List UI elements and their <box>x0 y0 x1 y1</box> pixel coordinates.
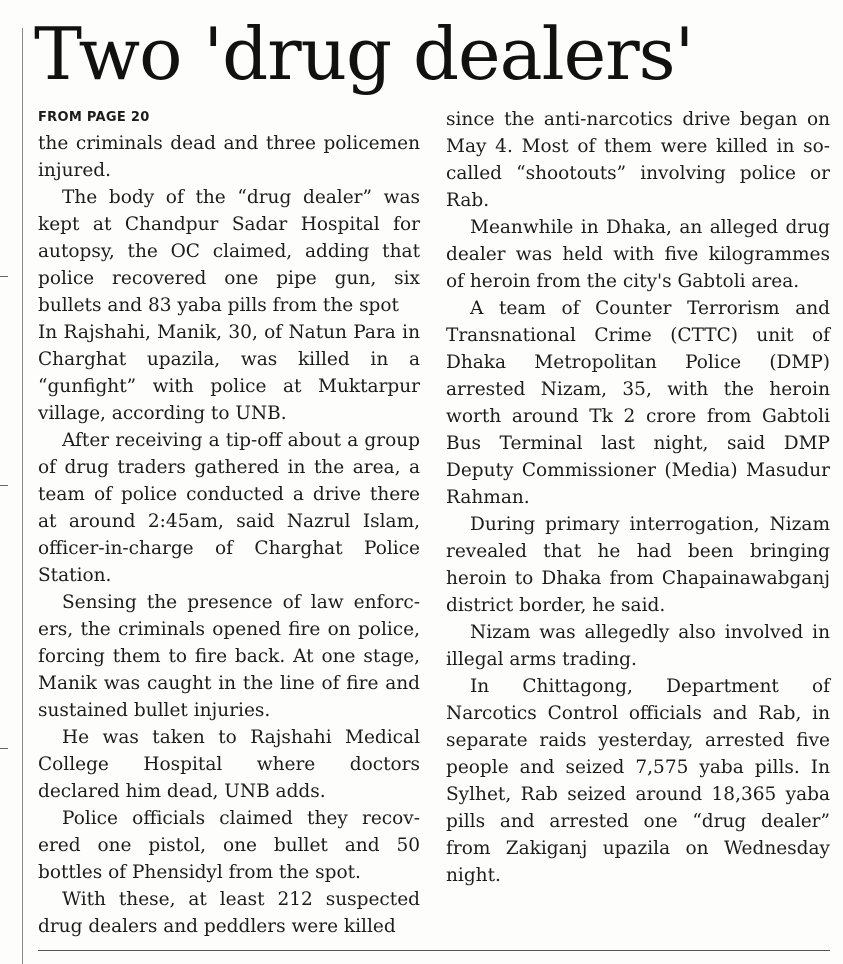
article-column-right <box>446 106 830 889</box>
bottom-rule <box>38 950 830 951</box>
column-rule-tick <box>0 485 8 486</box>
article-paragraph: Sensing the presence of law enforcers, the criminals opened fire on police, forcing them to fire back. At one stage, Manik was caught in the line of fire and sustained bullet injuries. <box>38 592 420 721</box>
article-paragraph: In Rajshahi, Manik, 30, of Natun Para in Charghat upazila, was killed in a “gunfight” with police at Muktarpur village, according to UNB. <box>38 322 420 424</box>
article-paragraph: Nizam was allegedly also involved in illegal arms trading. <box>446 622 830 670</box>
article-paragraph: In Chittagong, Department of Narcotics Control officials and Rab, in separate raids yesterday, arrested five people and seized 7,575 yaba pills. In Sylhet, Rab seized around 18,365 yaba pills and arrested one “drug dealer” from Zakiganj upazila on Wednesday night. <box>446 676 830 886</box>
article-paragraph: A team of Counter Terrorism and Transnational Crime (CTTC) unit of Dhaka Metropolitan Police (DMP) arrested Nizam, 35, with the heroin worth around Tk 2 crore from Gabtoli Bus Terminal last night, said DMP Deputy Commissioner (Media) Masudur Rahman. <box>446 298 830 508</box>
article-paragraph: The body of the “drug dealer” was kept at Chandpur Sadar Hospital for autopsy, the OC claimed, adding that police recovered one pipe gun, six bullets and 83 yaba pills from the spot <box>38 187 420 316</box>
article-column-left <box>38 106 420 940</box>
column-rule-tick <box>0 276 8 277</box>
article-paragraph: the criminals dead and three policemen injured. <box>38 133 420 181</box>
column-rule-tick <box>0 748 8 749</box>
article-paragraph: since the anti-narcotics drive began on May 4. Most of them were killed in so-called “shootouts” involving police or Rab. <box>446 109 830 211</box>
article-paragraph: Police officials claimed they recovered one pistol, one bullet and 50 bottles of Phensidyl from the spot. <box>38 808 420 883</box>
headline: Two 'drug dealers' <box>34 12 694 96</box>
article-paragraph: During primary interrogation, Nizam revealed that he had been bringing heroin to Dhaka from Chapainawabganj district border, he said. <box>446 514 830 616</box>
column-rule-left <box>22 28 23 964</box>
article-paragraph: Meanwhile in Dhaka, an alleged drug dealer was held with five kilogrammes of heroin from the city's Gabtoli area. <box>446 217 830 292</box>
article-paragraph: He was taken to Rajshahi Medical College Hospital where doctors declared him dead, UNB adds. <box>38 727 420 802</box>
continuation-label: FROM PAGE 20 <box>38 110 150 125</box>
article-paragraph: After receiving a tip-off about a group of drug traders gathered in the area, a team of police conducted a drive there at around 2:45am, said Nazrul Islam, officer-in-charge of Charghat Police Station. <box>38 430 420 586</box>
article-paragraph: With these, at least 212 suspected drug dealers and peddlers were killed <box>38 889 420 937</box>
